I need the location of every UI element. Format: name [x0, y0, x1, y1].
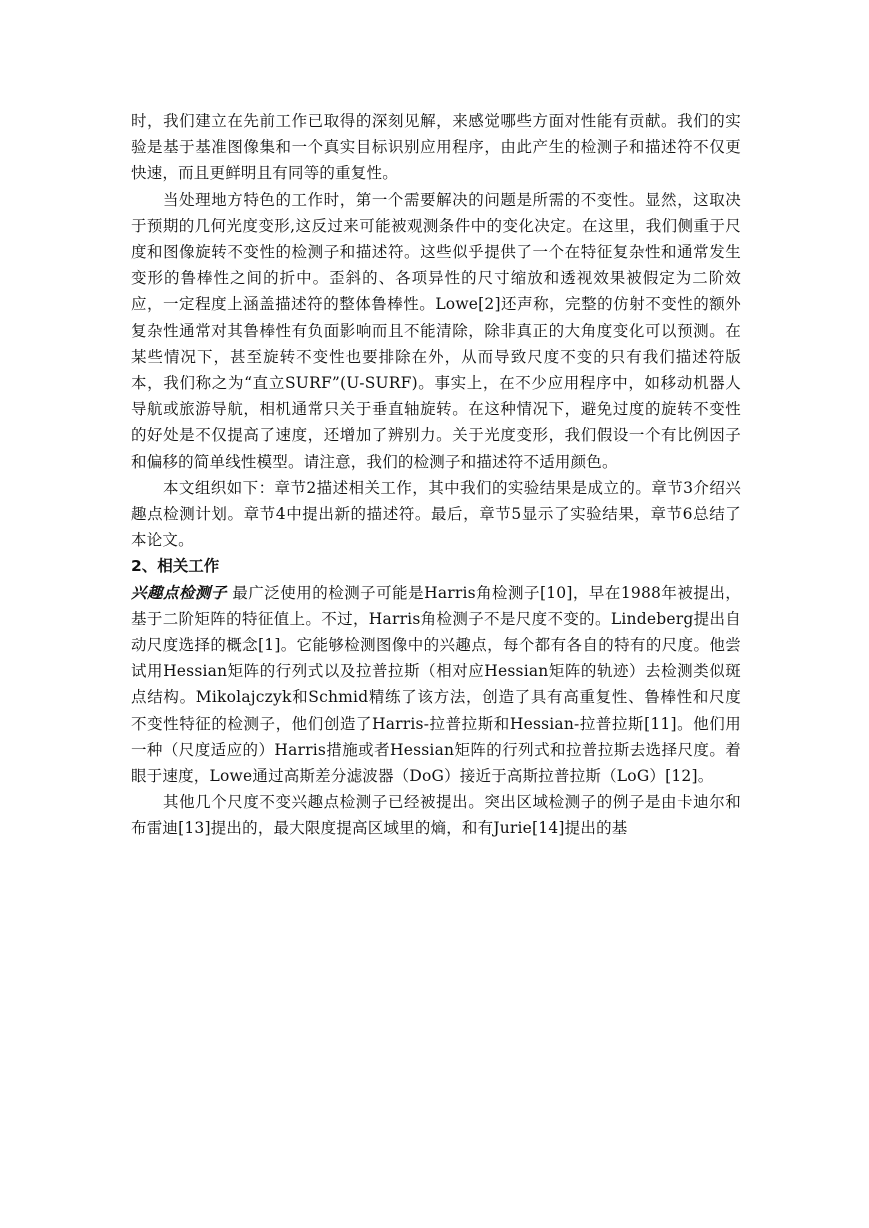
run-in-heading-interest-point-detectors: 兴趣点检测子	[131, 583, 227, 602]
organization-paragraph: 本文组织如下：章节2描述相关工作，其中我们的实验结果是成立的。章节3介绍兴趣点检测计划。章节4中提出新的描述符。最后，章节5显示了实验结果，章节6总结了本论文。	[131, 478, 741, 550]
intro-paragraph-continued: 时，我们建立在先前工作已取得的深刻见解，来感觉哪些方面对性能有贡献。我们的实验是基于基准图像集和一个真实目标识别应用程序，由此产生的检测子和描述符不仅更快速，而且更鲜明且有同等的重复性。	[131, 112, 741, 183]
detectors-paragraph-text: 最广泛使用的检测子可能是Harris角检测子[10]，早在1988年被提出，基于二阶矩阵的特征值上。不过，Harris角检测子不是尺度不变的。Lindeberg提出自动尺度选择的概念[1]。它能够检测图像中的兴趣点，每个都有各自的特有的尺度。他尝试用Hessian矩阵的行列式以及拉普拉斯（相对应Hessian矩阵的轨迹）去检测类似斑点结构。Mikolajczyk和Schmid精练了该方法，创造了具有高重复性、鲁棒性和尺度不变性特征的检测子，他们创造了Harris-拉普拉斯和Hessian-拉普拉斯[11]。他们用一种（尺度适应的）Harris措施或者Hessian矩阵的行列式和拉普拉斯去选择尺度。着眼于速度，Lowe通过高斯差分滤波器（DoG）接近于高斯拉普拉斯（LoG）[12]。	[131, 583, 742, 786]
other-detectors-paragraph: 其他几个尺度不变兴趣点检测子已经被提出。突出区域检测子的例子是由卡迪尔和布雷迪[13]提出的，最大限度提高区域里的熵，和有Jurie[14]提出的基	[131, 793, 741, 838]
document-page	[131, 108, 741, 842]
interest-point-detectors-paragraph	[131, 580, 741, 790]
invariance-paragraph: 当处理地方特色的工作时，第一个需要解决的问题是所需的不变性。显然，这取决于预期的几何光度变形,这反过来可能被观测条件中的变化决定。在这里，我们侧重于尺度和图像旋转不变性的检测子和描述符。这些似乎提供了一个在特征复杂性和通常发生变形的鲁棒性之间的折中。歪斜的、各项异性的尺寸缩放和透视效果被假定为二阶效应，一定程度上涵盖描述符的整体鲁棒性。Lowe[2]还声称，完整的仿射不变性的额外复杂性通常对其鲁棒性有负面影响而且不能清除，除非真正的大角度变化可以预测。在某些情况下，甚至旋转不变性也要排除在外，从而导致尺度不变的只有我们描述符版本，我们称之为“直立SURF”(U-SURF)。事实上，在不少应用程序中，如移动机器人导航或旅游导航，相机通常只关于垂直轴旋转。在这种情况下，避免过度的旋转不变性的好处是不仅提高了速度，还增加了辨别力。关于光度变形，我们假设一个有比例因子和偏移的简单线性模型。请注意，我们的检测子和描述符不适用颜色。	[131, 190, 741, 471]
section-heading-related-work: 2、相关工作	[131, 557, 220, 576]
